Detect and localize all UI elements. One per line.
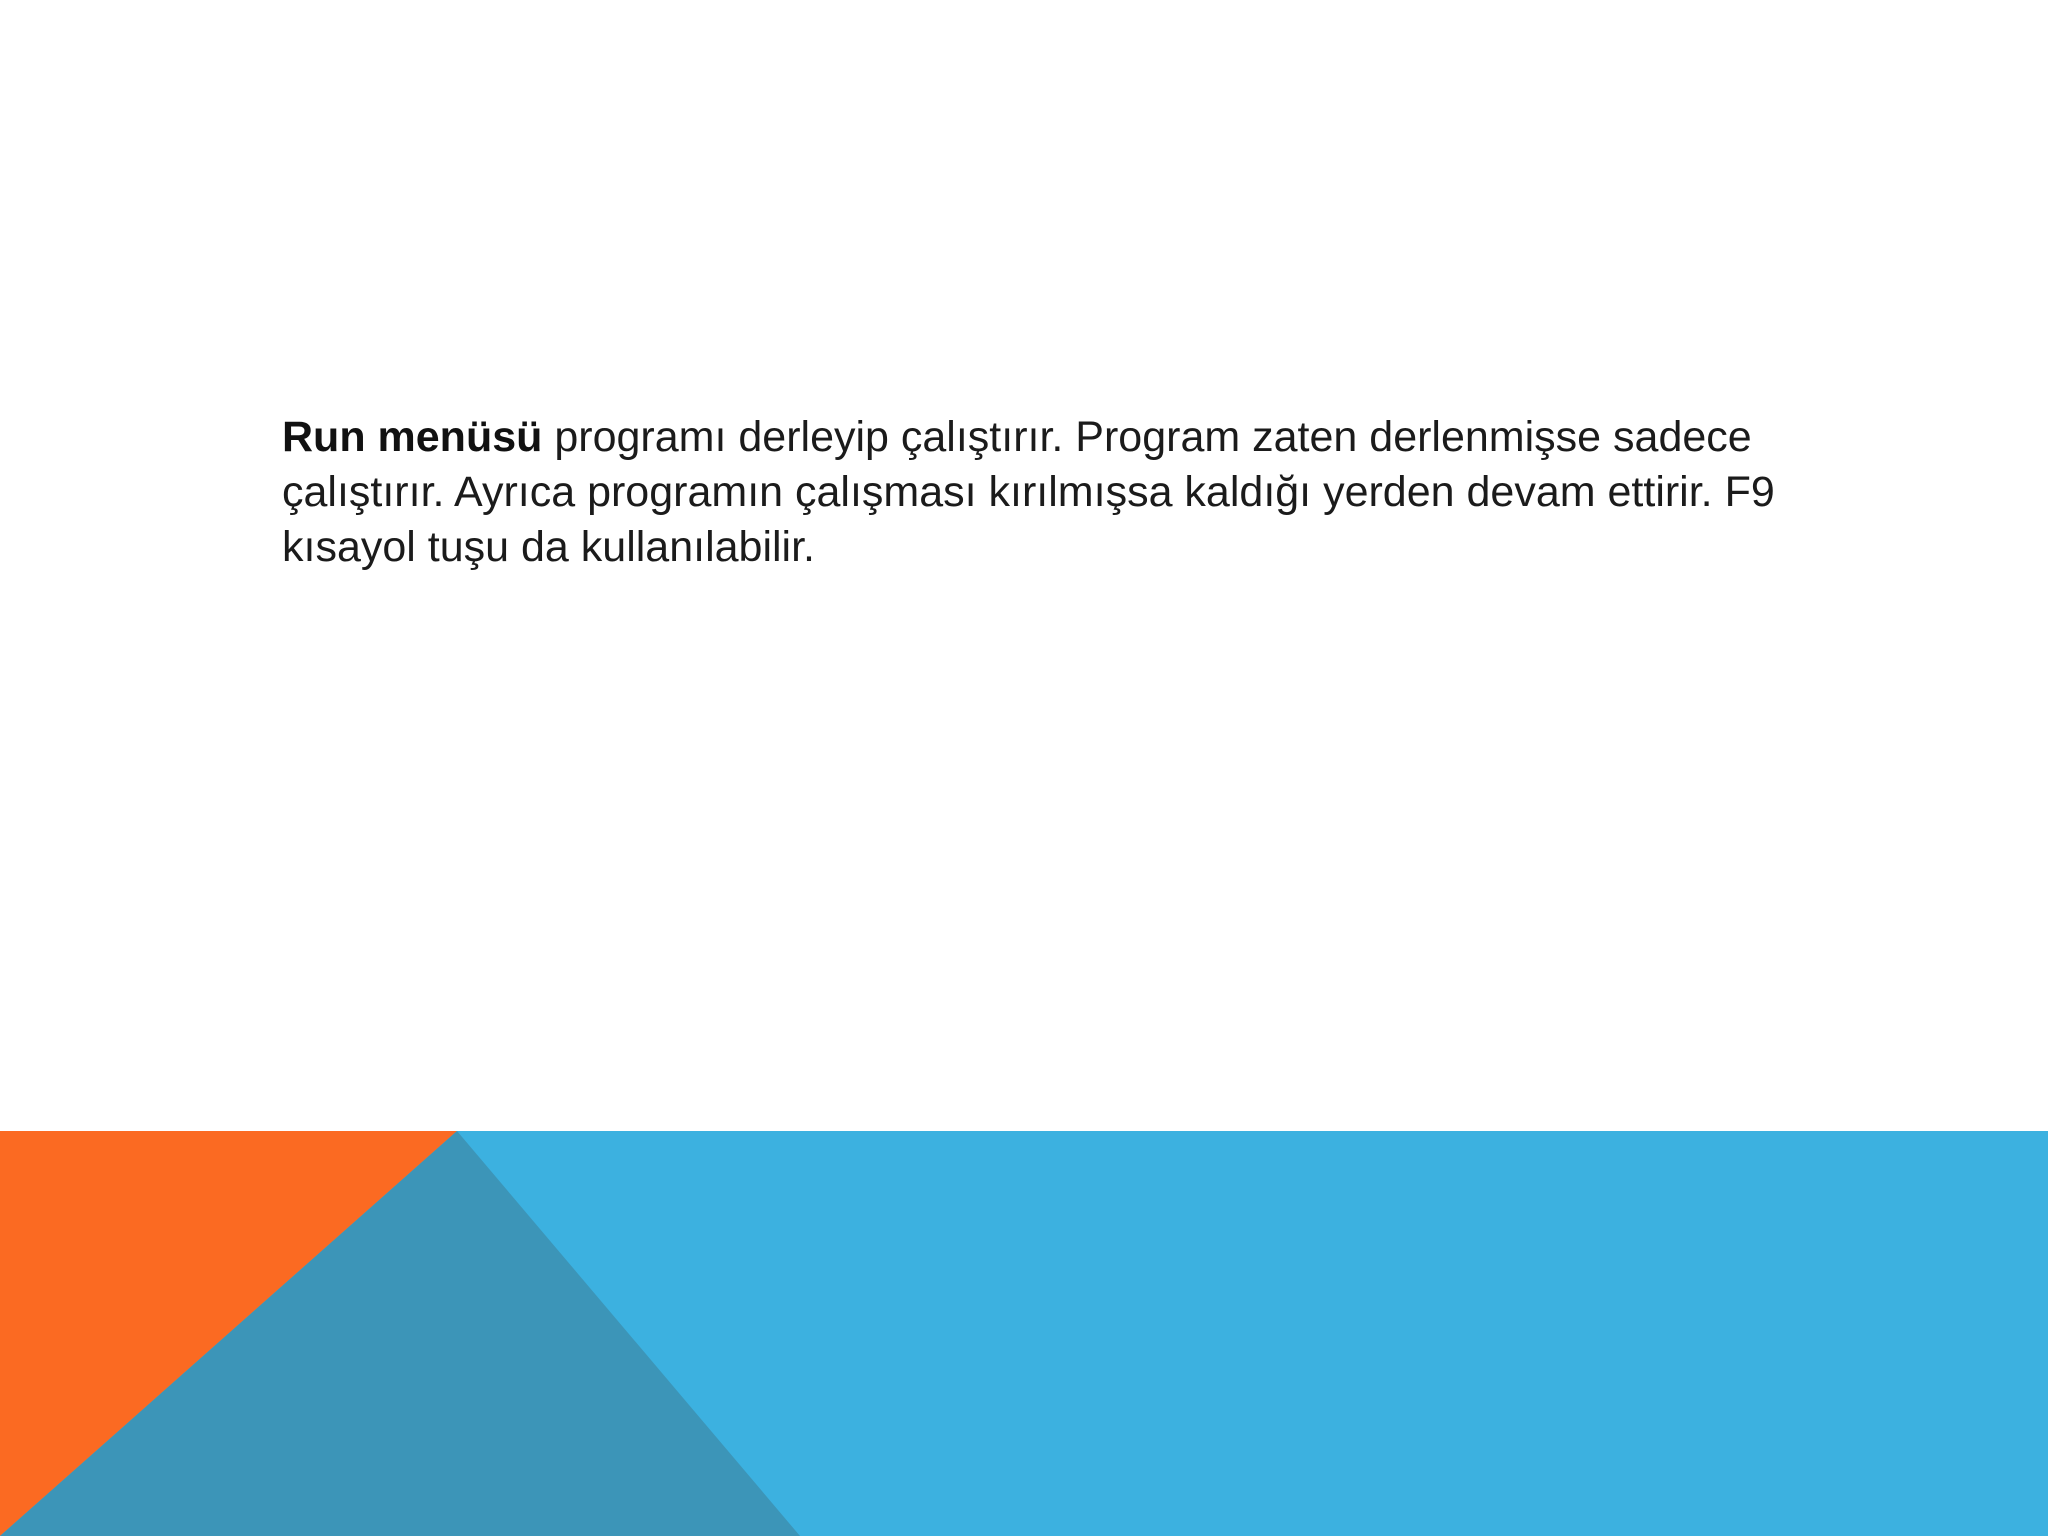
footer-shapes	[0, 1131, 2048, 1536]
paragraph-text: programı derleyip çalıştırır. Program zaten derlenmişse sadece çalıştırır. Ayrıca programın çalışması kırılmışsa kaldığı yerden devam ettirir. F9 kısayol tuşu da kullanılabilir.	[282, 413, 1775, 571]
footer-decoration	[0, 1131, 2048, 1536]
run-menu-term: Run menüsü	[282, 413, 543, 461]
body-paragraph	[282, 410, 1902, 575]
